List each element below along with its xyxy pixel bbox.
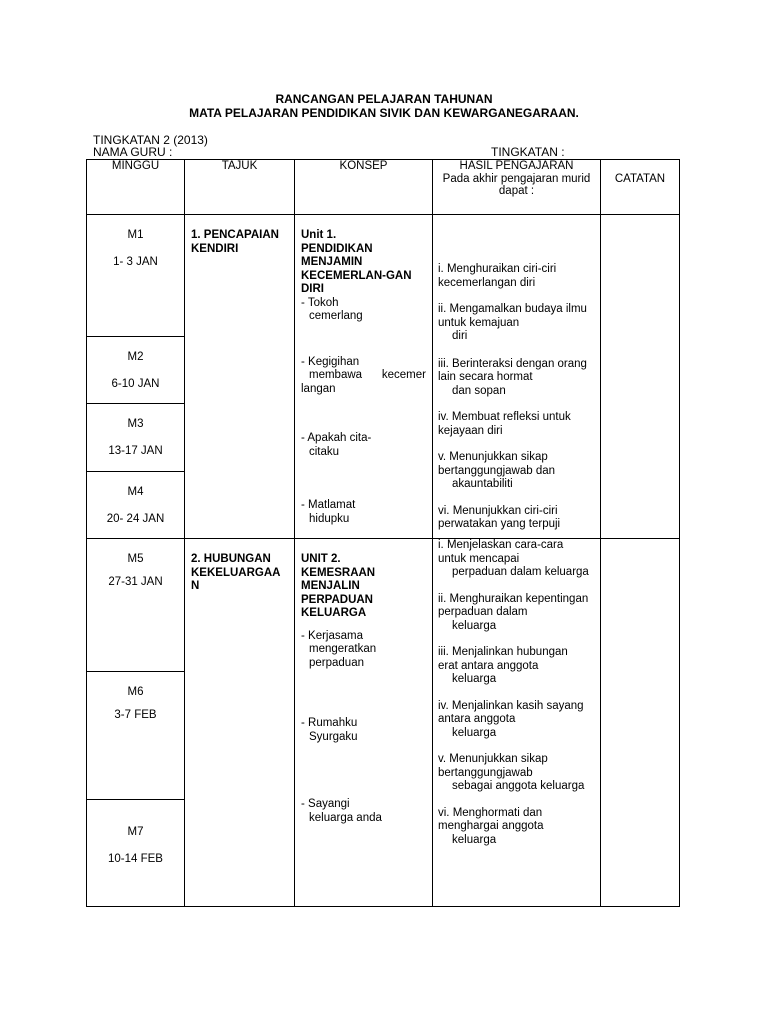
catatan-cell [601,539,680,907]
week-code: M5 [127,553,144,565]
week-code: M7 [127,826,144,838]
hasil-item: iii. Berinteraksi dengan orang lain secara hormat dan sopan [438,357,587,397]
hasil-cell [433,539,601,907]
week-date: 13-17 JAN [108,444,163,457]
tajuk-cell: 2. HUBUNGAN KEKELUARGAA N [185,539,295,907]
hasil-item: iii. Menjalinkan hubungan erat antara anggota keluarga [438,646,568,685]
week-code: M1 [127,229,144,241]
col-header-minggu: MINGGU [87,160,185,215]
week-date: 1- 3 JAN [113,255,158,268]
document-subtitle: MATA PELAJARAN PENDIDIKAN SIVIK DAN KEWARGANEGARAAN. [189,106,579,120]
document-title: RANCANGAN PELAJARAN TAHUNAN [275,92,493,106]
hasil-item: iv. Menjalinkan kasih sayang antara anggota keluarga [438,699,584,739]
tingkatan-label: TINGKATAN : [491,145,565,159]
week-cell [87,472,185,539]
konsep-item: - Kegigihan membawa kecemer langan [301,355,426,395]
hasil-item: i. Menghuraikan ciri-ciri kecemerlangan diri [438,263,557,289]
hasil-sub2: dapat : [498,185,535,197]
hasil-item: i. Menjelaskan cara-cara untuk mencapai perpaduan dalam keluarga [438,539,589,578]
col-header-hasil [433,160,601,215]
hasil-cell [433,215,601,539]
week-date: 3-7 FEB [114,708,157,721]
hasil-item: ii. Mengamalkan budaya ilmu untuk kemajuan diri [438,303,587,342]
konsep-cell: UNIT 2. KEMESRAAN MENJALIN PERPADUAN KELUARGA - Kerjasama mengeratkan perpaduan - Rumahku Syurgaku - Sayangi keluarga anda [295,539,433,907]
hasil-title: HASIL PENGAJARAN [459,160,574,172]
konsep-item: - Tokoh cemerlang [301,296,363,322]
week-cell [87,337,185,404]
table-row [87,215,680,337]
hasil-item: ii. Menghuraikan kepentingan perpaduan dalam keluarga [438,592,589,632]
col-header-tajuk: TAJUK [185,160,295,215]
hasil-item: iv. Membuat refleksi untuk kejayaan diri [438,411,571,437]
hasil-item: vi. Menunjukkan ciri-ciri perwatakan yang terpuji [438,504,561,530]
hasil-item: vi. Menghormati dan menghargai anggota keluarga [438,806,544,846]
tajuk-cell: 1. PENCAPAIAN KENDIRI [185,215,295,539]
catatan-cell [601,215,680,539]
week-code: M6 [127,686,144,698]
col-header-konsep: KONSEP [295,160,433,215]
hasil-item: v. Menunjukkan sikap bertanggungjawab sebagai anggota keluarga [438,753,585,792]
week-code: M3 [127,418,144,430]
hasil-sub1: Pada akhir pengajaran murid [442,172,591,185]
konsep-item: - Apakah cita- citaku [301,432,372,458]
konsep-item: - Kerjasama mengeratkan perpaduan [301,629,377,669]
week-date: 6-10 JAN [111,377,160,390]
week-cell [87,672,185,800]
week-cell [87,800,185,907]
week-date: 10-14 FEB [108,852,163,865]
konsep-item: - Sayangi keluarga anda [301,798,382,824]
konsep-item: - Rumahku Syurgaku [301,717,358,743]
week-cell [87,539,185,672]
week-code: M4 [127,486,144,498]
week-code: M2 [127,351,144,363]
week-date: 20- 24 JAN [106,512,165,525]
tingkatan-year: TINGKATAN 2 (2013) [93,133,208,147]
week-date: 27-31 JAN [108,575,163,588]
week-cell [87,404,185,472]
nama-guru-label: NAMA GURU : [93,145,173,159]
table-row [87,539,680,672]
konsep-item: - Matlamat hidupku [301,499,356,525]
lesson-plan-table [86,159,680,907]
week-cell [87,215,185,337]
konsep-cell: Unit 1. PENDIDIKAN MENJAMIN KECEMERLAN-GAN DIRI - Tokoh cemerlang - Kegigihan membawa kecemer langan - Apakah cita- citaku - Matlamat hidupku [295,215,433,539]
col-header-catatan: CATATAN [601,160,680,215]
hasil-item: v. Menunjukkan sikap bertanggungjawab dan akauntabiliti [438,451,556,490]
table-header-row [87,160,680,215]
